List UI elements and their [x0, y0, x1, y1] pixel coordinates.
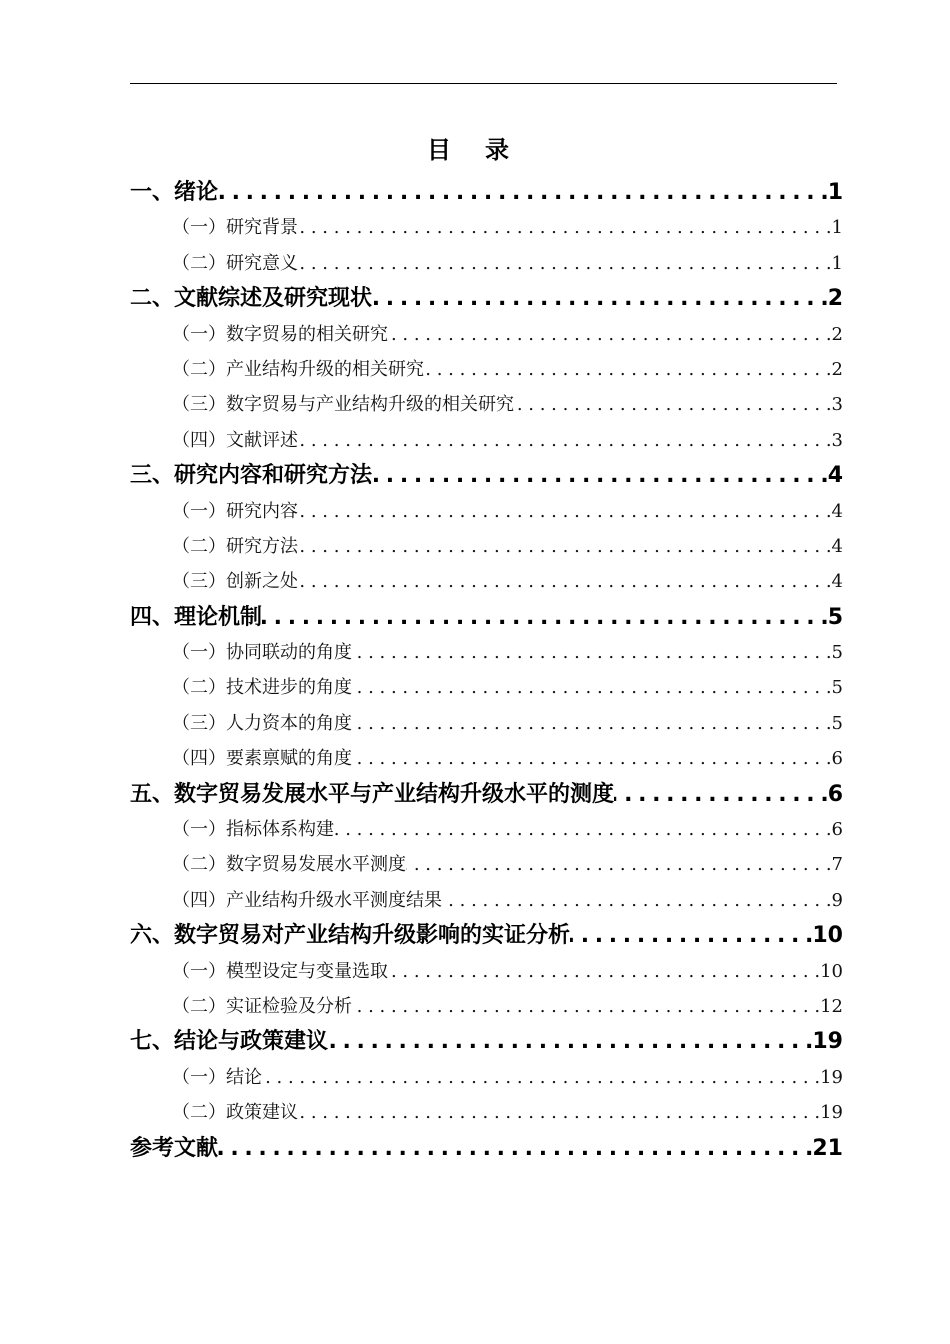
- toc-entry-page-number: 3: [831, 429, 843, 451]
- toc-entry-page-number: 2: [831, 323, 843, 345]
- dot-leader: [442, 883, 832, 918]
- dot-leader: [388, 954, 820, 989]
- toc-section-entry[interactable]: [130, 564, 843, 599]
- table-of-contents: [130, 175, 843, 1166]
- toc-entry-page-number: 5: [831, 642, 843, 664]
- dot-leader: [262, 600, 828, 635]
- toc-section-entry[interactable]: [130, 812, 843, 847]
- toc-title: 目录: [427, 136, 543, 164]
- toc-entry-page-number: 4: [831, 571, 843, 593]
- toc-chapter-entry[interactable]: [130, 1024, 843, 1059]
- toc-section-entry[interactable]: [130, 670, 843, 705]
- toc-entry-label: 三、研究内容和研究方法: [130, 463, 373, 489]
- toc-entry-page-number: 9: [831, 889, 843, 911]
- toc-entry-page-number: 19: [820, 1066, 843, 1088]
- toc-entry-label: （三）数字贸易与产业结构升级的相关研究: [172, 394, 514, 416]
- dot-leader: [570, 918, 812, 953]
- toc-entry-label: （三）人力资本的角度: [172, 712, 352, 734]
- toc-entry-label: （一）协同联动的角度: [172, 642, 352, 664]
- toc-entry-page-number: 1: [831, 252, 843, 274]
- toc-entry-page-number: 1: [831, 217, 843, 239]
- toc-entry-page-number: 1: [827, 179, 843, 205]
- toc-section-entry[interactable]: [130, 210, 843, 245]
- toc-section-entry[interactable]: [130, 635, 843, 670]
- toc-section-entry[interactable]: [130, 352, 843, 387]
- toc-entry-label: （二）政策建议: [172, 1102, 298, 1124]
- dot-leader: [372, 458, 828, 493]
- toc-entry-label: （一）数字贸易的相关研究: [172, 323, 388, 345]
- dot-leader: [372, 281, 828, 316]
- toc-entry-label: 五、数字贸易发展水平与产业结构升级水平的测度: [130, 781, 615, 807]
- toc-entry-label: （四）产业结构升级水平测度结果: [172, 889, 442, 911]
- toc-entry-label: （四）要素禀赋的角度: [172, 748, 352, 770]
- toc-entry-page-number: 4: [827, 463, 843, 489]
- dot-leader: [298, 210, 832, 245]
- toc-entry-label: （一）结论: [172, 1066, 262, 1088]
- dot-leader: [298, 246, 832, 281]
- toc-entry-label: （一）模型设定与变量选取: [172, 960, 388, 982]
- dot-leader: [514, 387, 832, 422]
- toc-section-entry[interactable]: [130, 706, 843, 741]
- toc-section-entry[interactable]: [130, 1060, 843, 1095]
- dot-leader: [406, 847, 832, 882]
- header-rule: [130, 83, 837, 84]
- toc-entry-page-number: 5: [831, 677, 843, 699]
- toc-entry-label: （三）创新之处: [172, 571, 298, 593]
- dot-leader: [262, 1060, 820, 1095]
- toc-entry-page-number: 6: [831, 748, 843, 770]
- toc-entry-label: （一）研究背景: [172, 217, 298, 239]
- toc-entry-label: （四）文献评述: [172, 429, 298, 451]
- toc-entry-page-number: 6: [827, 781, 843, 807]
- dot-leader: [298, 529, 832, 564]
- toc-entry-label: （二）产业结构升级的相关研究: [172, 358, 424, 380]
- dot-leader: [614, 777, 828, 812]
- toc-entry-page-number: 10: [820, 960, 843, 982]
- toc-section-entry[interactable]: [130, 883, 843, 918]
- toc-entry-page-number: 3: [831, 394, 843, 416]
- toc-section-entry[interactable]: [130, 494, 843, 529]
- toc-entry-page-number: 19: [812, 1029, 843, 1055]
- toc-section-entry[interactable]: [130, 529, 843, 564]
- dot-leader: [298, 494, 832, 529]
- toc-entry-page-number: 7: [831, 854, 843, 876]
- toc-chapter-entry[interactable]: [130, 1131, 843, 1166]
- toc-chapter-entry[interactable]: [130, 281, 843, 316]
- dot-leader: [298, 1095, 820, 1130]
- dot-leader: [298, 423, 832, 458]
- toc-entry-label: （二）技术进步的角度: [172, 677, 352, 699]
- dot-leader: [298, 564, 832, 599]
- toc-entry-label: 六、数字贸易对产业结构升级影响的实证分析: [130, 923, 571, 949]
- toc-entry-label: 七、结论与政策建议: [130, 1029, 329, 1055]
- toc-entry-page-number: 5: [831, 712, 843, 734]
- toc-entry-page-number: 12: [820, 995, 843, 1017]
- dot-leader: [352, 706, 832, 741]
- toc-entry-label: （二）数字贸易发展水平测度: [172, 854, 406, 876]
- dot-leader: [352, 670, 832, 705]
- toc-entry-label: （二）研究意义: [172, 252, 298, 274]
- toc-chapter-entry[interactable]: [130, 458, 843, 493]
- toc-section-entry[interactable]: [130, 387, 843, 422]
- toc-section-entry[interactable]: [130, 989, 843, 1024]
- toc-entry-label: （二）实证检验及分析: [172, 995, 352, 1017]
- toc-entry-label: （二）研究方法: [172, 535, 298, 557]
- toc-entry-page-number: 10: [812, 923, 843, 949]
- toc-entry-label: 四、理论机制: [130, 604, 263, 630]
- toc-section-entry[interactable]: [130, 847, 843, 882]
- toc-section-entry[interactable]: [130, 423, 843, 458]
- toc-section-entry[interactable]: [130, 954, 843, 989]
- toc-chapter-entry[interactable]: [130, 918, 843, 953]
- toc-entry-label: （一）研究内容: [172, 500, 298, 522]
- toc-section-entry[interactable]: [130, 1095, 843, 1130]
- toc-entry-page-number: 4: [831, 535, 843, 557]
- toc-entry-page-number: 4: [831, 500, 843, 522]
- toc-chapter-entry[interactable]: [130, 175, 843, 210]
- dot-leader: [328, 1024, 812, 1059]
- toc-chapter-entry[interactable]: [130, 777, 843, 812]
- dot-leader: [352, 635, 832, 670]
- dot-leader: [388, 317, 832, 352]
- toc-section-entry[interactable]: [130, 741, 843, 776]
- toc-entry-page-number: 6: [831, 819, 843, 841]
- dot-leader: [218, 175, 828, 210]
- dot-leader: [424, 352, 832, 387]
- toc-entry-label: （一）指标体系构建: [172, 819, 334, 841]
- toc-entry-page-number: 19: [820, 1102, 843, 1124]
- dot-leader: [334, 812, 832, 847]
- toc-entry-page-number: 2: [831, 358, 843, 380]
- toc-entry-page-number: 21: [812, 1135, 843, 1161]
- dot-leader: [218, 1131, 812, 1166]
- toc-section-entry[interactable]: [130, 317, 843, 352]
- dot-leader: [352, 741, 832, 776]
- toc-entry-label: 一、绪论: [130, 179, 219, 205]
- toc-entry-label: 参考文献: [130, 1135, 219, 1161]
- toc-chapter-entry[interactable]: [130, 600, 843, 635]
- toc-entry-page-number: 2: [827, 286, 843, 312]
- toc-entry-page-number: 5: [827, 604, 843, 630]
- toc-section-entry[interactable]: [130, 246, 843, 281]
- dot-leader: [352, 989, 820, 1024]
- toc-entry-label: 二、文献综述及研究现状: [130, 286, 373, 312]
